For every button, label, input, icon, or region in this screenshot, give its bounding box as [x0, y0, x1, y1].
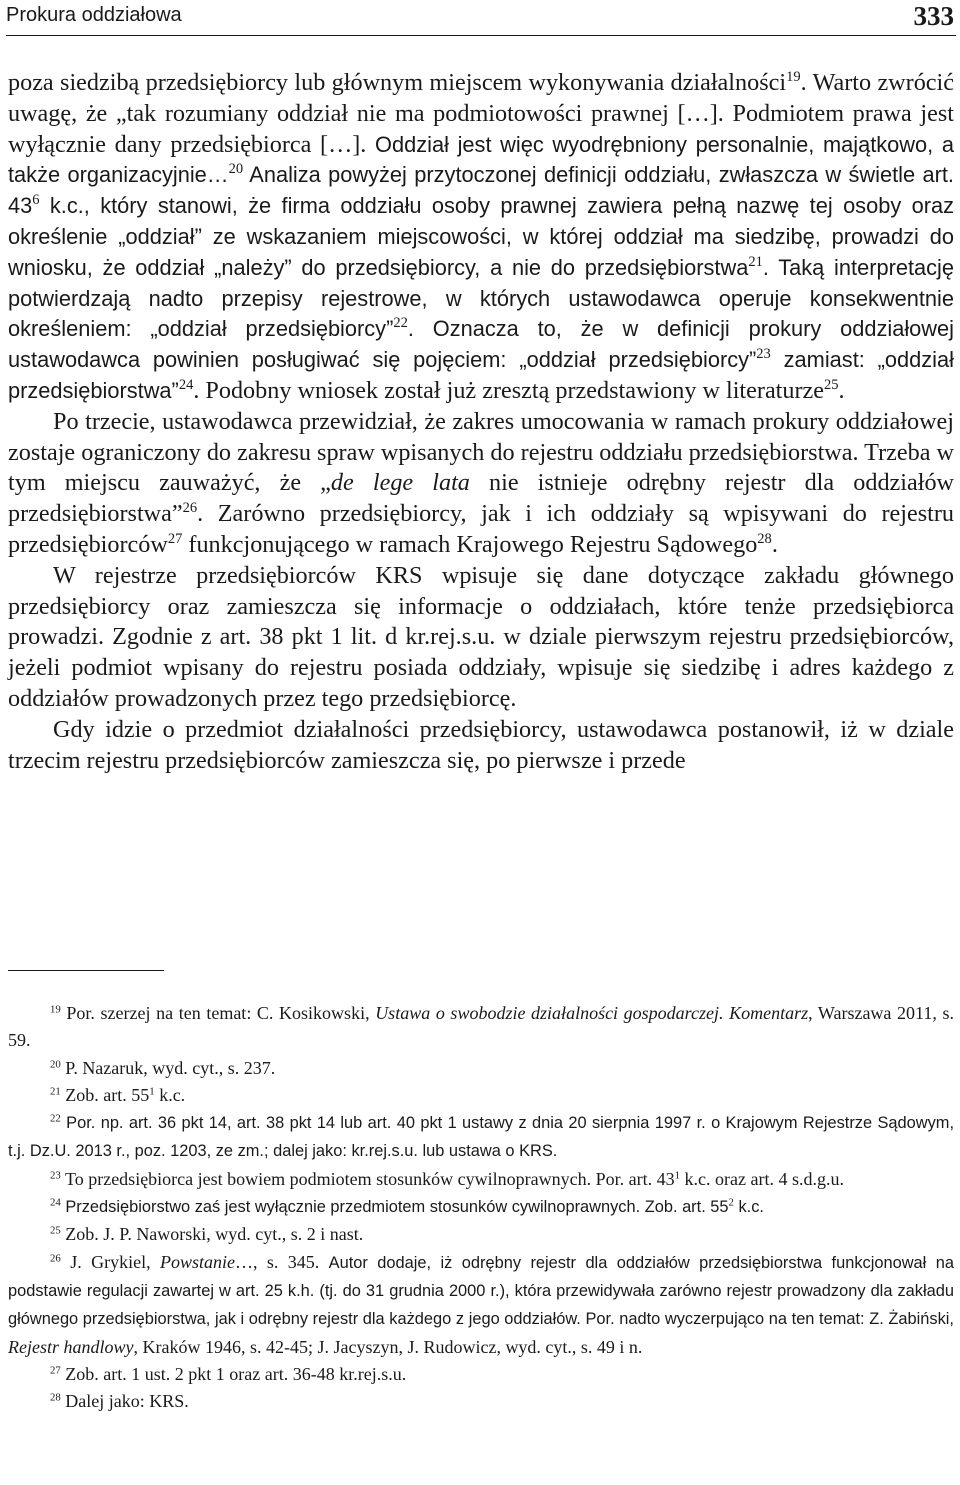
footnote-ref: 24 — [50, 1196, 61, 1209]
text-run: Zob. art. 55 — [60, 1084, 150, 1105]
footnote — [8, 1000, 954, 1055]
footnote-ref: 28 — [50, 1391, 61, 1404]
text-run: k.c. — [154, 1084, 186, 1105]
page-number: 333 — [913, 1, 954, 31]
text-run: . — [771, 530, 778, 558]
text-run: Zob. J. P. Naworski, wyd. cyt., s. 2 i nast. — [60, 1224, 364, 1245]
text-run: k.c., który stanowi, że firma oddziału osoby prawnej zawiera pełną nazwę tej osoby oraz określenie „oddział” ze wskazaniem miejscowości, w której oddział ma siedzibę, prowadzi do wniosku, że oddział „należy” do przedsiębiorcy, a nie do przedsiębiorstwa — [8, 193, 954, 280]
footnote-ref: 6 — [32, 192, 40, 209]
footnote — [8, 1388, 954, 1415]
text-run: …, s. 345. — [234, 1251, 329, 1272]
footnote-ref: 27 — [50, 1364, 61, 1377]
footnote-ref: 23 — [50, 1169, 61, 1182]
footnote — [8, 1109, 954, 1166]
italic-text: Rejestr handlowy — [8, 1336, 134, 1357]
paragraph — [8, 68, 954, 407]
text-run: . Warto zwrócić uwagę, że „tak rozumiany oddział nie ma podmiotowości prawnej […]. Podmiotem prawa jest wyłącznie dany przedsiębiorca […]. — [8, 69, 954, 158]
footnote-ref: 19 — [50, 1003, 61, 1016]
footnote — [8, 1249, 954, 1361]
footnote — [8, 1055, 954, 1082]
footnote-ref: 20 — [50, 1057, 61, 1070]
body-text — [8, 68, 954, 776]
footnote — [8, 1082, 954, 1109]
footnote-ref: 27 — [167, 530, 183, 547]
text-run: . Oznacza to, że w definicji prokury oddziałowej ustawodawca powinien posługiwać się pojęciem: „oddział przedsiębiorcy” — [8, 316, 954, 373]
italic-text: de lege lata — [330, 469, 470, 497]
text-run: Gdy idzie o przedmiot działalności przedsiębiorcy, ustawodawca postanowił, iż w dziale trzecim rejestru przedsiębiorców zamieszcza się, po pierwsze i przede — [8, 715, 954, 774]
footnote-ref: 21 — [748, 253, 763, 270]
footnote — [8, 1361, 954, 1388]
footnotes — [8, 1000, 954, 1415]
text-run: k.c. — [733, 1198, 764, 1217]
footnote — [8, 1166, 954, 1193]
footnote — [8, 1221, 954, 1248]
text-run: J. Grykiel, — [60, 1251, 160, 1272]
footnote-ref: 20 — [228, 161, 244, 178]
footnote-ref: 22 — [50, 1112, 61, 1125]
footnote-ref: 25 — [824, 376, 839, 393]
text-run: Por. np. art. 36 pkt 14, art. 38 pkt 14 lub art. 40 pkt 1 ustawy z dnia 20 sierpnia 1997 r. o Krajowym Rejestrze Sądowym, t.j. Dz.U. 2013 r., poz. 1203, ze zm.; dalej jako: kr.rej.s.u. lub ustawa o KRS. — [8, 1114, 954, 1161]
footnote-ref: 26 — [50, 1251, 61, 1264]
text-run: nie istnieje odrębny rejestr dla oddziałów przedsiębiorstwa” — [8, 469, 955, 528]
footnote-ref: 28 — [757, 530, 772, 547]
text-run: poza siedzibą przedsiębiorcy lub głównym miejscem wykonywania działalności — [8, 69, 787, 96]
text-run: k.c. oraz art. 4 s.d.g.u. — [680, 1168, 844, 1189]
footnote-ref: 1 — [674, 1169, 681, 1182]
text-run: , Warszawa 2011, s. 59. — [8, 1003, 954, 1051]
footnote-ref: 2 — [728, 1196, 734, 1209]
text-run: . — [838, 376, 845, 404]
text-run: P. Nazaruk, wyd. cyt., s. 237. — [60, 1057, 276, 1078]
text-run: Po trzecie, ustawodawca przewidział, że zakres umocowania w ramach prokury oddziałowej zostaje ograniczony do zakresu spraw wpisanych do rejestru oddziału przedsiębiorstwa. Trzeba w tym miejscu zauważyć, że „ — [8, 407, 954, 497]
header-rule — [6, 35, 956, 36]
text-run: funkcjonującego w ramach Krajowego Rejestru Sądowego — [182, 530, 758, 558]
footnote-ref: 23 — [756, 346, 771, 363]
text-run: , Kraków 1946, s. 42-45; J. Jacyszyn, J. Rudowicz, wyd. cyt., s. 49 i n. — [133, 1336, 643, 1357]
chapter-title: Prokura oddziałowa — [6, 4, 182, 26]
text-run: Dalej jako: KRS. — [60, 1391, 189, 1412]
footnote-ref: 25 — [50, 1224, 61, 1237]
text-run: Por. szerzej na ten temat: C. Kosikowski, — [60, 1003, 376, 1023]
footnote-ref: 22 — [393, 315, 408, 332]
text-run: . Zarówno przedsiębiorcy, jak i ich oddziały są wpisywani do rejestru przedsiębiorców — [8, 500, 954, 558]
text-run: Analiza powyżej przytoczonej definicji oddziału, zwłaszcza w świetle art. 43 — [8, 162, 954, 219]
text-run: . Taką interpretację potwierdzają nadto przepisy rejestrowe, w których ustawodawca operuje konsekwentnie określeniem: „oddział przedsiębiorcy” — [8, 254, 954, 342]
italic-text: Powstanie — [159, 1251, 235, 1272]
paragraph — [8, 561, 954, 715]
footnote-ref: 21 — [50, 1085, 61, 1098]
paragraph — [8, 715, 954, 777]
footnote-ref: 19 — [786, 69, 801, 85]
text-run: Zob. art. 1 ust. 2 pkt 1 oraz art. 36-48 kr.rej.s.u. — [60, 1363, 407, 1384]
running-header — [6, 0, 956, 36]
paragraph — [8, 407, 954, 561]
footnote-ref: 24 — [178, 376, 194, 393]
text-run: To przedsiębiorca jest bowiem podmiotem stosunków cywilnoprawnych. Por. art. 43 — [60, 1168, 675, 1189]
text-run: . Podobny wniosek został już zresztą przedstawiony w literaturze — [193, 376, 825, 404]
footnote-ref: 26 — [182, 500, 198, 517]
text-run: Oddział jest więc wyodrębniony personalnie, majątkowo, a także organizacyjnie… — [8, 131, 954, 188]
text-run: Autor dodaje, iż odrębny rejestr dla oddziałów przedsiębiorstwa funkcjonował na podstawie regulacji zawartej w art. 25 k.h. (tj. do 31 grudnia 2000 r.), która przewidywała zarówno rejestr prowadzony dla zakładu głównego przedsiębiorstwa, jak i odrębny rejestr dla każdego z jego oddziałów. Por. nadto wyczerpująco na ten temat: Z. Żabiński, — [8, 1253, 954, 1329]
text-run: Przedsiębiorstwo zaś jest wyłącznie przedmiotem stosunków cywilnoprawnych. Zob. art. 55 — [60, 1198, 729, 1217]
text-run: W rejestrze przedsiębiorców KRS wpisuje się dane dotyczące zakładu głównego przedsiębiorcy oraz zamieszcza się informacje o oddziałach, które tenże przedsiębiorca prowadzi. Zgodnie z art. 38 pkt 1 lit. d kr.rej.s.u. w dziale pierwszym rejestru przedsiębiorców, jeżeli podmiot wpisany do rejestru posiada oddziały, wpisuje się siedzibę i adres każdego z oddziałów prowadzonych przez tego przedsiębiorcę. — [8, 561, 954, 712]
footnote-separator — [8, 970, 164, 971]
footnote-ref: 1 — [149, 1085, 155, 1098]
italic-text: Ustawa o swobodzie działalności gospodarczej. Komentarz — [375, 1003, 809, 1023]
text-run: zamiast: „oddział przedsiębiorstwa” — [8, 347, 954, 403]
footnote — [8, 1193, 954, 1221]
